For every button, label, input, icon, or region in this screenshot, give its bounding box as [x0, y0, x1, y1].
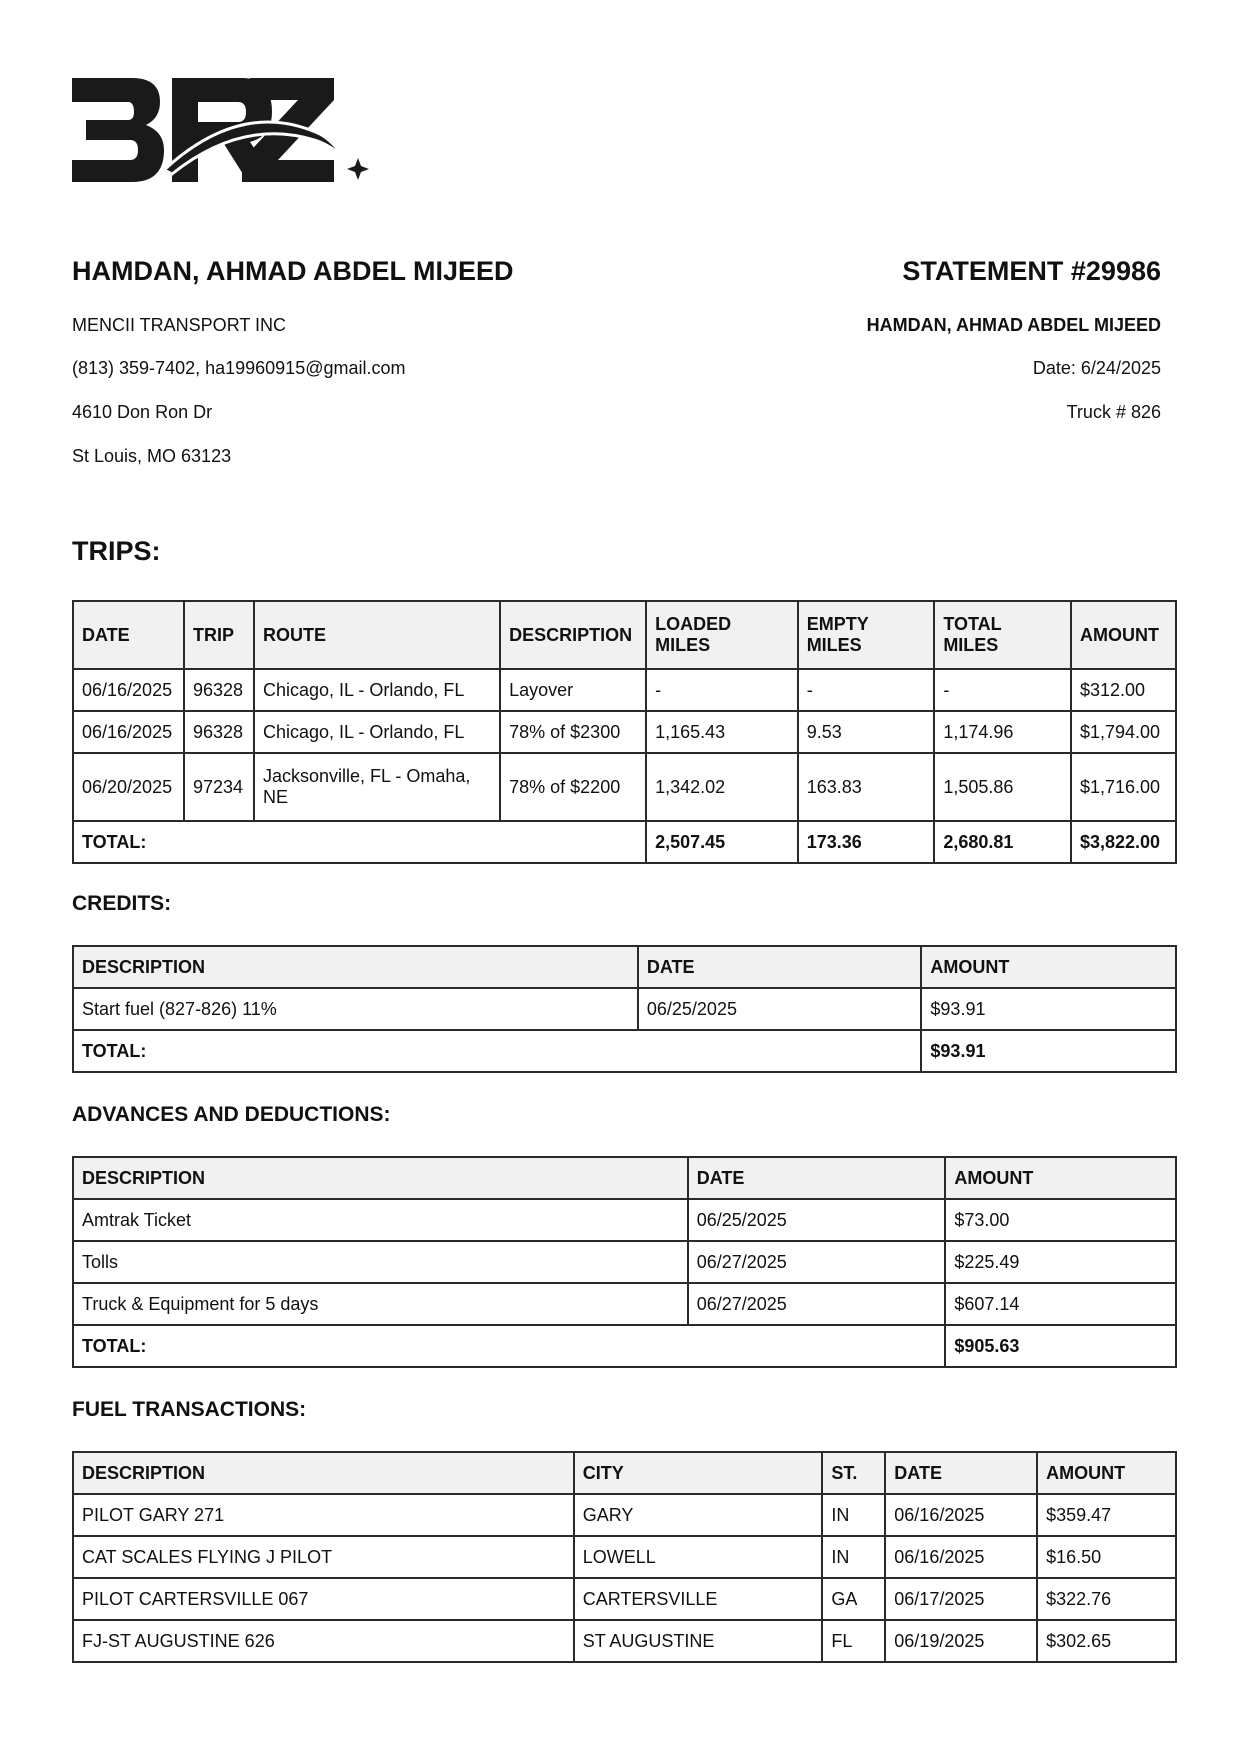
cell-date: 06/16/2025 [885, 1536, 1037, 1578]
col-header-amount: AMOUNT [1037, 1452, 1176, 1494]
cell-date: 06/16/2025 [73, 669, 184, 711]
cell-description: FJ-ST AUGUSTINE 626 [73, 1620, 574, 1662]
table-row [73, 1536, 1176, 1578]
cell-amount: $1,716.00 [1071, 753, 1176, 821]
table-row [73, 753, 1176, 821]
company-logo [72, 78, 382, 193]
cell-description: Amtrak Ticket [73, 1199, 688, 1241]
statement-driver-name: HAMDAN, AHMAD ABDEL MIJEED [866, 315, 1161, 335]
fuel-table [72, 1451, 1177, 1663]
col-header-amount: AMOUNT [1071, 601, 1176, 669]
total-empty-miles: 173.36 [798, 821, 935, 863]
company-name: MENCII TRANSPORT INC [72, 315, 287, 335]
total-loaded-miles: 2,507.45 [646, 821, 798, 863]
total-row [73, 1325, 1176, 1367]
cell-amount: $16.50 [1037, 1536, 1176, 1578]
address-line-2: St Louis, MO 63123 [72, 446, 232, 466]
table-row [73, 1199, 1176, 1241]
cell-trip: 96328 [184, 669, 254, 711]
total-label: TOTAL: [73, 821, 646, 863]
address-line-1: 4610 Don Ron Dr [72, 402, 213, 422]
cell-loaded-miles: - [646, 669, 798, 711]
cell-amount: $1,794.00 [1071, 711, 1176, 753]
col-header-description: DESCRIPTION [73, 1452, 574, 1494]
cell-date: 06/25/2025 [638, 988, 922, 1030]
cell-empty-miles: 9.53 [798, 711, 935, 753]
table-row [73, 669, 1176, 711]
total-amount: $93.91 [921, 1030, 1176, 1072]
cell-date: 06/27/2025 [688, 1241, 946, 1283]
driver-name: HAMDAN, AHMAD ABDEL MIJEED [72, 256, 514, 286]
cell-state: FL [822, 1620, 885, 1662]
total-total-miles: 2,680.81 [934, 821, 1071, 863]
cell-date: 06/20/2025 [73, 753, 184, 821]
cell-date: 06/19/2025 [885, 1620, 1037, 1662]
col-header-state: ST. [822, 1452, 885, 1494]
col-header-date: DATE [885, 1452, 1037, 1494]
cell-state: IN [822, 1494, 885, 1536]
statement-title: STATEMENT #29986 [902, 256, 1161, 286]
col-header-amount: AMOUNT [945, 1157, 1176, 1199]
col-header-description: DESCRIPTION [500, 601, 646, 669]
cell-total-miles: - [934, 669, 1071, 711]
cell-date: 06/17/2025 [885, 1578, 1037, 1620]
table-row [73, 1241, 1176, 1283]
cell-date: 06/27/2025 [688, 1283, 946, 1325]
col-header-trip: TRIP [184, 601, 254, 669]
cell-state: GA [822, 1578, 885, 1620]
col-header-route: ROUTE [254, 601, 500, 669]
table-row [73, 1494, 1176, 1536]
table-header-row [73, 1452, 1176, 1494]
cell-loaded-miles: 1,342.02 [646, 753, 798, 821]
cell-trip: 96328 [184, 711, 254, 753]
truck-number: Truck # 826 [1066, 402, 1161, 422]
table-row [73, 1578, 1176, 1620]
table-header-row [73, 946, 1176, 988]
cell-date: 06/16/2025 [885, 1494, 1037, 1536]
cell-description: Layover [500, 669, 646, 711]
cell-description: PILOT GARY 271 [73, 1494, 574, 1536]
cell-amount: $312.00 [1071, 669, 1176, 711]
cell-date: 06/16/2025 [73, 711, 184, 753]
cell-empty-miles: 163.83 [798, 753, 935, 821]
cell-description: 78% of $2200 [500, 753, 646, 821]
cell-city: GARY [574, 1494, 823, 1536]
cell-amount: $225.49 [945, 1241, 1176, 1283]
total-amount: $3,822.00 [1071, 821, 1176, 863]
driver-contact: (813) 359-7402, ha19960915@gmail.com [72, 358, 406, 378]
cell-description: CAT SCALES FLYING J PILOT [73, 1536, 574, 1578]
table-row [73, 711, 1176, 753]
statement-date: Date: 6/24/2025 [1032, 358, 1161, 378]
cell-route: Chicago, IL - Orlando, FL [254, 669, 500, 711]
col-header-description: DESCRIPTION [73, 946, 638, 988]
credits-table [72, 945, 1177, 1073]
cell-description: Start fuel (827-826) 11% [73, 988, 638, 1030]
cell-route: Chicago, IL - Orlando, FL [254, 711, 500, 753]
total-label: TOTAL: [73, 1030, 921, 1072]
cell-description: Truck & Equipment for 5 days [73, 1283, 688, 1325]
col-header-amount: AMOUNT [921, 946, 1176, 988]
col-header-loaded-miles: LOADED MILES [646, 601, 798, 669]
cell-city: CARTERSVILLE [574, 1578, 823, 1620]
cell-date: 06/25/2025 [688, 1199, 946, 1241]
col-header-date: DATE [638, 946, 922, 988]
cell-empty-miles: - [798, 669, 935, 711]
col-header-empty-miles: EMPTY MILES [798, 601, 935, 669]
cell-amount: $93.91 [921, 988, 1176, 1030]
cell-total-miles: 1,505.86 [934, 753, 1071, 821]
cell-description: Tolls [73, 1241, 688, 1283]
cell-description: 78% of $2300 [500, 711, 646, 753]
cell-amount: $359.47 [1037, 1494, 1176, 1536]
total-label: TOTAL: [73, 1325, 945, 1367]
total-amount: $905.63 [945, 1325, 1176, 1367]
col-header-date: DATE [688, 1157, 946, 1199]
cell-trip: 97234 [184, 753, 254, 821]
cell-route: Jacksonville, FL - Omaha, NE [254, 753, 500, 821]
cell-amount: $302.65 [1037, 1620, 1176, 1662]
col-header-total-miles: TOTAL MILES [934, 601, 1071, 669]
total-row [73, 821, 1176, 863]
cell-description: PILOT CARTERSVILLE 067 [73, 1578, 574, 1620]
cell-amount: $322.76 [1037, 1578, 1176, 1620]
trips-title: TRIPS: [72, 536, 161, 566]
total-row [73, 1030, 1176, 1072]
credits-title: CREDITS: [72, 892, 172, 915]
cell-city: LOWELL [574, 1536, 823, 1578]
col-header-description: DESCRIPTION [73, 1157, 688, 1199]
table-header-row [73, 1157, 1176, 1199]
table-row [73, 1283, 1176, 1325]
cell-loaded-miles: 1,165.43 [646, 711, 798, 753]
trips-table [72, 600, 1177, 864]
fuel-title: FUEL TRANSACTIONS: [72, 1398, 307, 1421]
col-header-date: DATE [73, 601, 184, 669]
cell-amount: $73.00 [945, 1199, 1176, 1241]
col-header-city: CITY [574, 1452, 823, 1494]
cell-amount: $607.14 [945, 1283, 1176, 1325]
table-row [73, 988, 1176, 1030]
cell-city: ST AUGUSTINE [574, 1620, 823, 1662]
cell-total-miles: 1,174.96 [934, 711, 1071, 753]
deductions-title: ADVANCES AND DEDUCTIONS: [72, 1103, 391, 1126]
cell-state: IN [822, 1536, 885, 1578]
table-header-row [73, 601, 1176, 669]
deductions-table [72, 1156, 1177, 1368]
table-row [73, 1620, 1176, 1662]
